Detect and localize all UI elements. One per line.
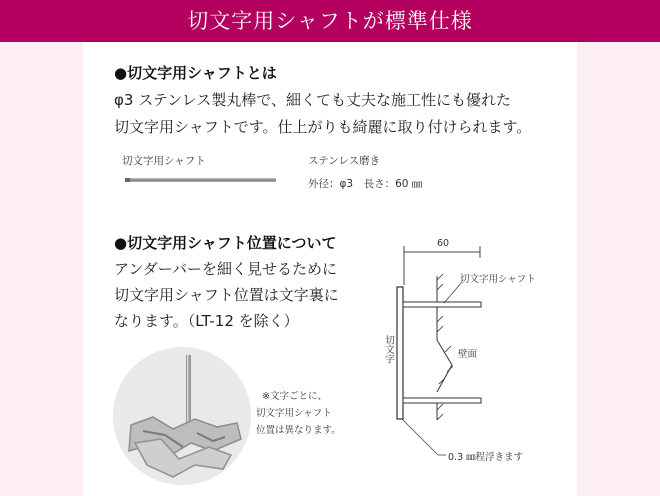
intro-line-2: 切文字用シャフトです。仕上がりも綺麗に取り付けられます。: [114, 118, 532, 136]
position-heading: ●切文字用シャフト位置について: [114, 234, 337, 252]
diagram-shaft-label: 切文字用シャフト: [460, 274, 536, 285]
diagram-letter-label: 切文字: [383, 335, 394, 364]
position-line-3: なります。（LT-12 を除く）: [114, 312, 299, 330]
spec-name: 切文字用シャフト: [122, 155, 206, 167]
spec-material: ステンレス磨き: [308, 155, 381, 167]
note-line-3: 位置は異なります。: [256, 425, 341, 436]
position-line-2: 切文字用シャフト位置は文字裏に: [114, 286, 339, 304]
dimension-label: 60: [437, 238, 450, 249]
intro-heading: ●切文字用シャフトとは: [114, 64, 277, 82]
diagram-wall-label: 壁面: [458, 349, 478, 360]
page-title: 切文字用シャフトが標準仕様: [187, 9, 473, 33]
diagram-float-label: 0.3 ㎜程浮きます: [448, 452, 524, 463]
intro-line-1: φ3 ステンレス製丸棒で、細くても丈夫な施工性にも優れた: [114, 91, 512, 109]
note-line-2: 切文字用シャフト: [256, 408, 332, 419]
spec-size: 外径：φ3 長さ：60 ㎜: [308, 178, 423, 190]
position-line-1: アンダーバーを細く見せるために: [114, 260, 338, 278]
note-line-1: ※文字ごとに、: [262, 391, 327, 402]
